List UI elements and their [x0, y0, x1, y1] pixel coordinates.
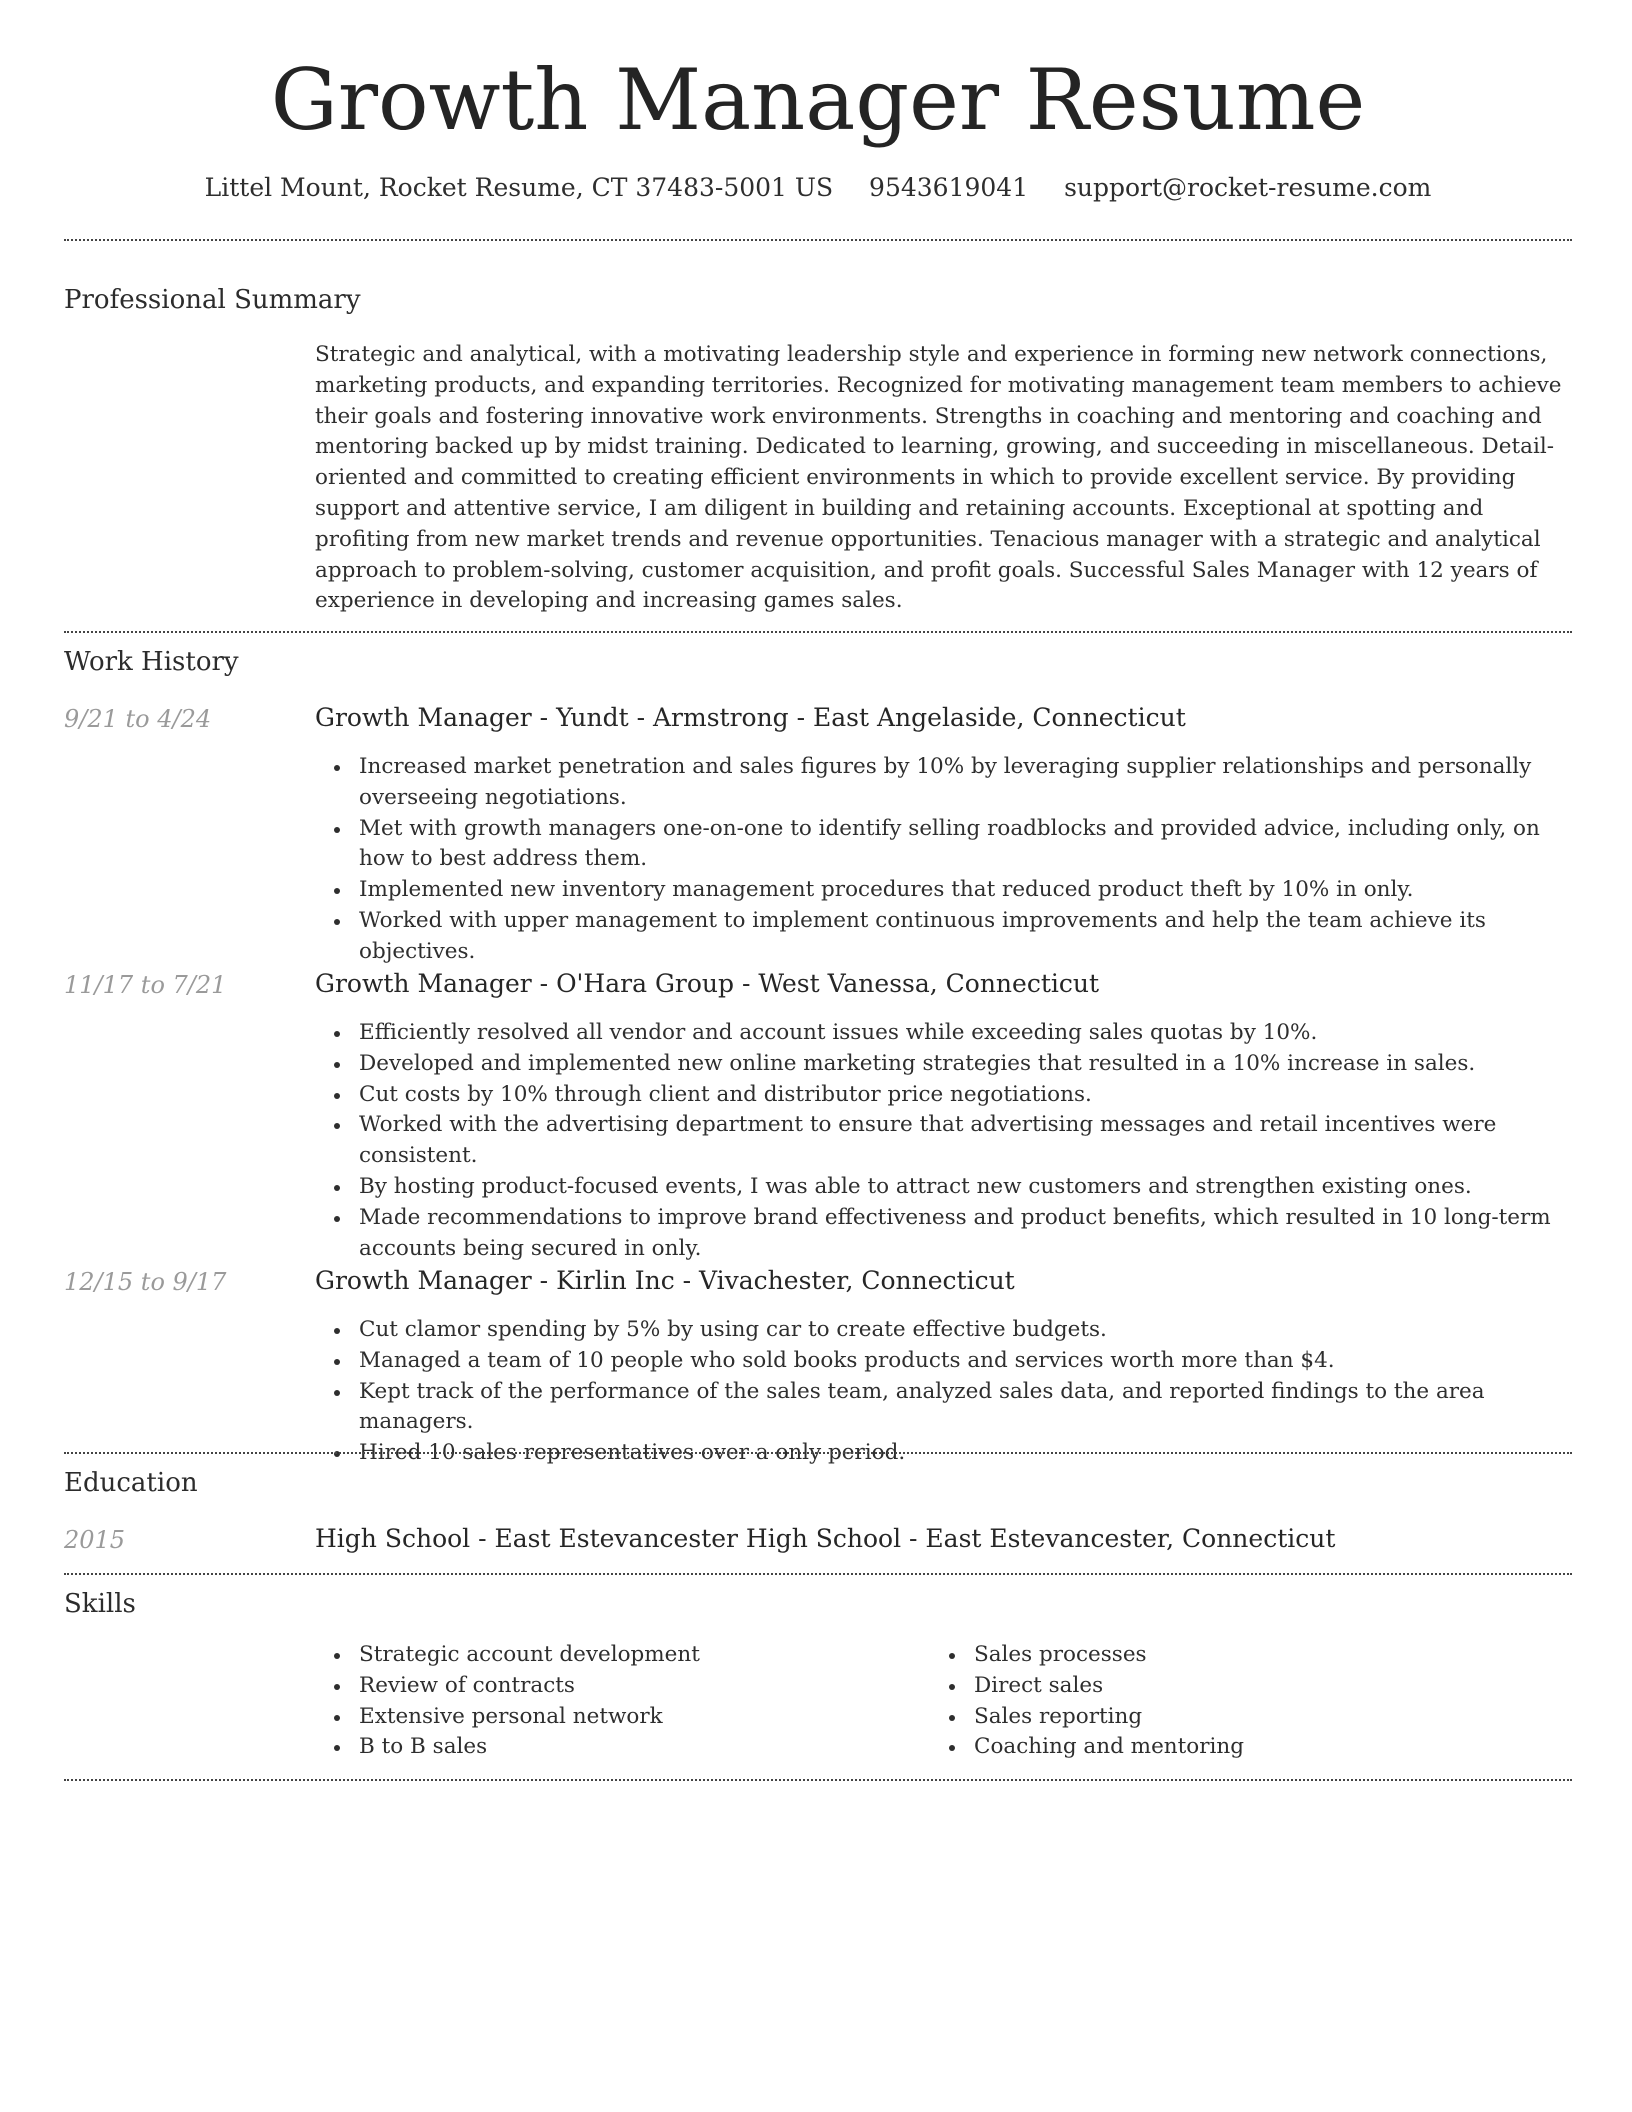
- education-year: 2015: [64, 1526, 126, 1554]
- list-item: Met with growth managers one-on-one to identify selling roadblocks and provided advice, including only, on how to best address them.: [315, 814, 1572, 876]
- contact-info: [64, 170, 1572, 206]
- work-history-heading: Work History: [64, 647, 239, 677]
- list-item: Implemented new inventory management procedures that reduced product theft by 10% in only.: [315, 875, 1572, 906]
- divider: [64, 239, 1572, 241]
- list-item: Increased market penetration and sales figures by 10% by leveraging supplier relationships and personally overseeing negotiations.: [315, 752, 1572, 814]
- list-item: Made recommendations to improve brand effectiveness and product benefits, which resulted in 10 long-term accounts being secured in only.: [315, 1203, 1572, 1265]
- contact-email: support@rocket-resume.com: [1064, 173, 1432, 202]
- job-title: Growth Manager - O'Hara Group - West Vanessa, Connecticut: [315, 969, 1100, 998]
- summary-heading: Professional Summary: [64, 285, 361, 315]
- job-bullets: [315, 1018, 1572, 1264]
- list-item: Sales processes: [930, 1640, 1530, 1671]
- contact-phone: 9543619041: [869, 173, 1029, 202]
- list-item: Worked with upper management to implement continuous improvements and help the team achieve its objectives.: [315, 906, 1572, 968]
- job-dates: 12/15 to 9/17: [64, 1268, 227, 1296]
- job-bullets: [315, 752, 1572, 968]
- list-item: Developed and implemented new online marketing strategies that resulted in a 10% increase in sales.: [315, 1049, 1572, 1080]
- list-item: Hired 10 sales representatives over a only period.: [315, 1438, 1572, 1469]
- job-dates: 9/21 to 4/24: [64, 705, 212, 733]
- list-item: Direct sales: [930, 1671, 1530, 1702]
- list-item: Managed a team of 10 people who sold books products and services worth more than $4.: [315, 1346, 1572, 1377]
- contact-address: Littel Mount, Rocket Resume, CT 37483-5001 US: [204, 173, 834, 202]
- divider: [64, 1779, 1572, 1781]
- skills-heading: Skills: [64, 1589, 136, 1619]
- job-bullets: [315, 1315, 1572, 1469]
- list-item: B to B sales: [315, 1732, 915, 1763]
- skills-list-left: [315, 1640, 915, 1763]
- list-item: Sales reporting: [930, 1702, 1530, 1733]
- list-item: Review of contracts: [315, 1671, 915, 1702]
- job-dates: 11/17 to 7/21: [64, 971, 227, 999]
- list-item: Extensive personal network: [315, 1702, 915, 1733]
- list-item: Kept track of the performance of the sales team, analyzed sales data, and reported findings to the area managers.: [315, 1377, 1572, 1439]
- skills-list-right: [930, 1640, 1530, 1763]
- summary-text: Strategic and analytical, with a motivating leadership style and experience in forming new network connections, marketing products, and expanding territories. Recognized for motivating management team members to achieve their goals and fostering innovative work environments. Strengths in coaching and mentoring and coaching and mentoring backed up by midst training. Dedicated to learning, growing, and succeeding in miscellaneous. Detail-oriented and committed to creating efficient environments in which to provide excellent service. By providing support and attentive service, I am diligent in building and retaining accounts. Exceptional at spotting and profiting from new market trends and revenue opportunities. Tenacious manager with a strategic and analytical approach to problem-solving, customer acquisition, and profit goals. Successful Sales Manager with 12 years of experience in developing and increasing games sales.: [315, 342, 1562, 614]
- list-item: Worked with the advertising department to ensure that advertising messages and retail incentives were consistent.: [315, 1110, 1572, 1172]
- job-title: Growth Manager - Yundt - Armstrong - East Angelaside, Connecticut: [315, 703, 1186, 732]
- list-item: Efficiently resolved all vendor and account issues while exceeding sales quotas by 10%.: [315, 1018, 1572, 1049]
- job-title: Growth Manager - Kirlin Inc - Vivachester, Connecticut: [315, 1266, 1015, 1295]
- education-heading: Education: [64, 1468, 198, 1498]
- list-item: By hosting product-focused events, I was able to attract new customers and strengthen existing ones.: [315, 1172, 1572, 1203]
- list-item: Coaching and mentoring: [930, 1732, 1530, 1763]
- list-item: Cut costs by 10% through client and distributor price negotiations.: [315, 1080, 1572, 1111]
- divider: [64, 1452, 1572, 1454]
- education-entry: High School - East Estevancester High School - East Estevancester, Connecticut: [315, 1524, 1336, 1553]
- divider: [64, 1573, 1572, 1575]
- page-title: Growth Manager Resume: [270, 51, 1366, 149]
- list-item: Cut clamor spending by 5% by using car to create effective budgets.: [315, 1315, 1572, 1346]
- list-item: Strategic account development: [315, 1640, 915, 1671]
- divider: [64, 631, 1572, 633]
- resume-page: [64, 0, 1572, 2112]
